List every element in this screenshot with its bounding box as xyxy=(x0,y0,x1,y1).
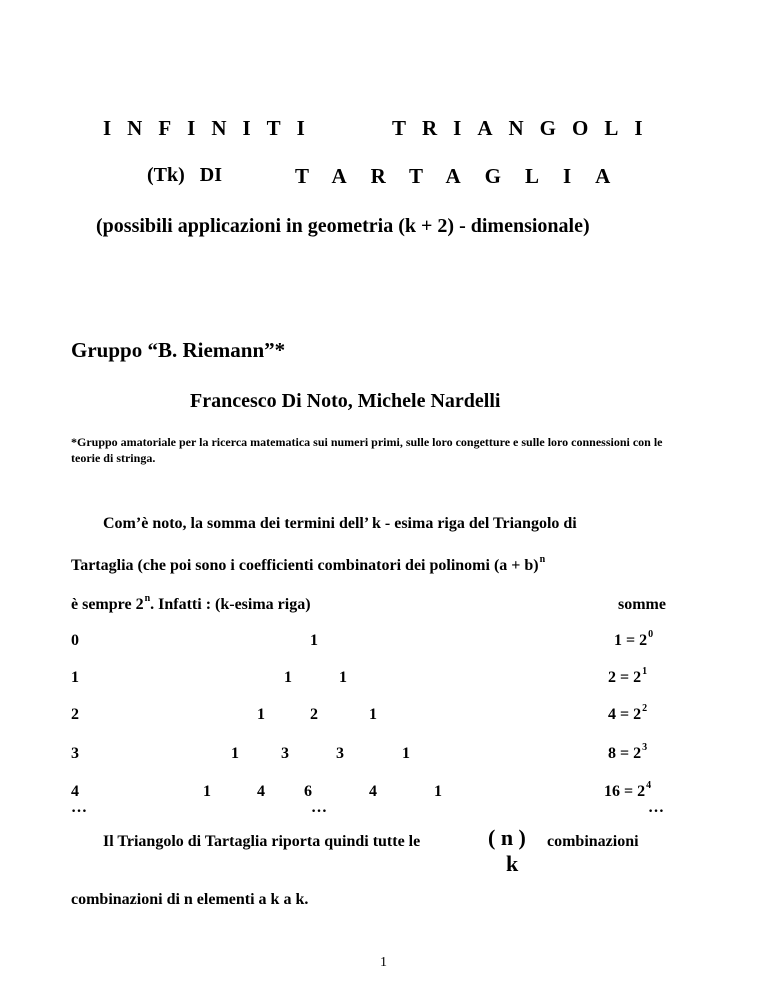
authors: Francesco Di Noto, Michele Nardelli xyxy=(190,390,501,412)
sums-header: somme xyxy=(618,596,666,613)
triangle-value: 1 xyxy=(434,783,442,800)
intro-line-2: Tartaglia (che poi sono i coefficienti combinatori dei polinomi $(a + b)^n$ xyxy=(71,554,546,574)
row-index: 1 xyxy=(71,669,79,686)
row-sum: $4 = 2^2$ xyxy=(608,703,648,723)
closing-combinazioni: combinazioni xyxy=(547,833,639,850)
row-sum: $8 = 2^3$ xyxy=(608,742,648,762)
triangle-value: 1 xyxy=(339,669,347,686)
row-index: 3 xyxy=(71,745,79,762)
binomial-k-bottom: k xyxy=(506,851,519,876)
binomial-n-top: ( n ) xyxy=(488,825,526,850)
footnote: *Gruppo amatoriale per la ricerca matematica sui numeri primi, sulle loro congetture e sulle loro connessioni con le teorie di stringa. xyxy=(71,435,663,465)
triangle-value: 3 xyxy=(336,745,344,762)
closing-line-1: Il Triangolo di Tartaglia riporta quindi tutte le xyxy=(103,833,421,850)
ellipsis-sum: … xyxy=(648,799,664,816)
title-tartaglia: TARTAGLIA xyxy=(295,164,635,188)
triangle-value: 2 xyxy=(310,706,318,723)
triangle-value: 1 xyxy=(369,706,377,723)
ellipsis-index: … xyxy=(71,799,87,816)
page-number: 1 xyxy=(380,955,387,970)
closing-line-2: combinazioni di n elementi a k a k. xyxy=(71,891,309,908)
row-index: 2 xyxy=(71,706,79,723)
triangle-value: 1 xyxy=(402,745,410,762)
row-sum: $16 = 2^4$ xyxy=(604,780,652,800)
triangle-value: 4 xyxy=(257,783,265,800)
triangle-value: 1 xyxy=(310,632,318,649)
triangle-value: 1 xyxy=(284,669,292,686)
triangle-value: 6 xyxy=(304,783,312,800)
row-sum: $1 = 2^0$ xyxy=(614,629,654,649)
row-index: 0 xyxy=(71,632,79,649)
title-tk-di: (Tk) DI xyxy=(147,164,223,186)
triangle-value: 1 xyxy=(257,706,265,723)
intro-line-1: Com’è noto, la somma dei termini dell’ k - esima riga del Triangolo di xyxy=(103,515,577,532)
subtitle: (possibili applicazioni in geometria (k + 2) - dimensionale) xyxy=(96,215,590,237)
intro-line-3: è sempre 2$^n$. Infatti : (k-esima riga) xyxy=(71,593,311,613)
row-index: 4 xyxy=(71,783,79,800)
row-sum: $2 = 2^1$ xyxy=(608,666,648,686)
title-infiniti: INFINITI xyxy=(103,116,321,140)
triangle-value: 3 xyxy=(281,745,289,762)
title-triangoli: TRIANGOLI xyxy=(392,116,659,140)
ellipsis-triangle: … xyxy=(311,799,327,816)
group-name: Gruppo “B. Riemann”* xyxy=(71,338,286,362)
triangle-value: 1 xyxy=(231,745,239,762)
triangle-value: 1 xyxy=(203,783,211,800)
triangle-value: 4 xyxy=(369,783,377,800)
